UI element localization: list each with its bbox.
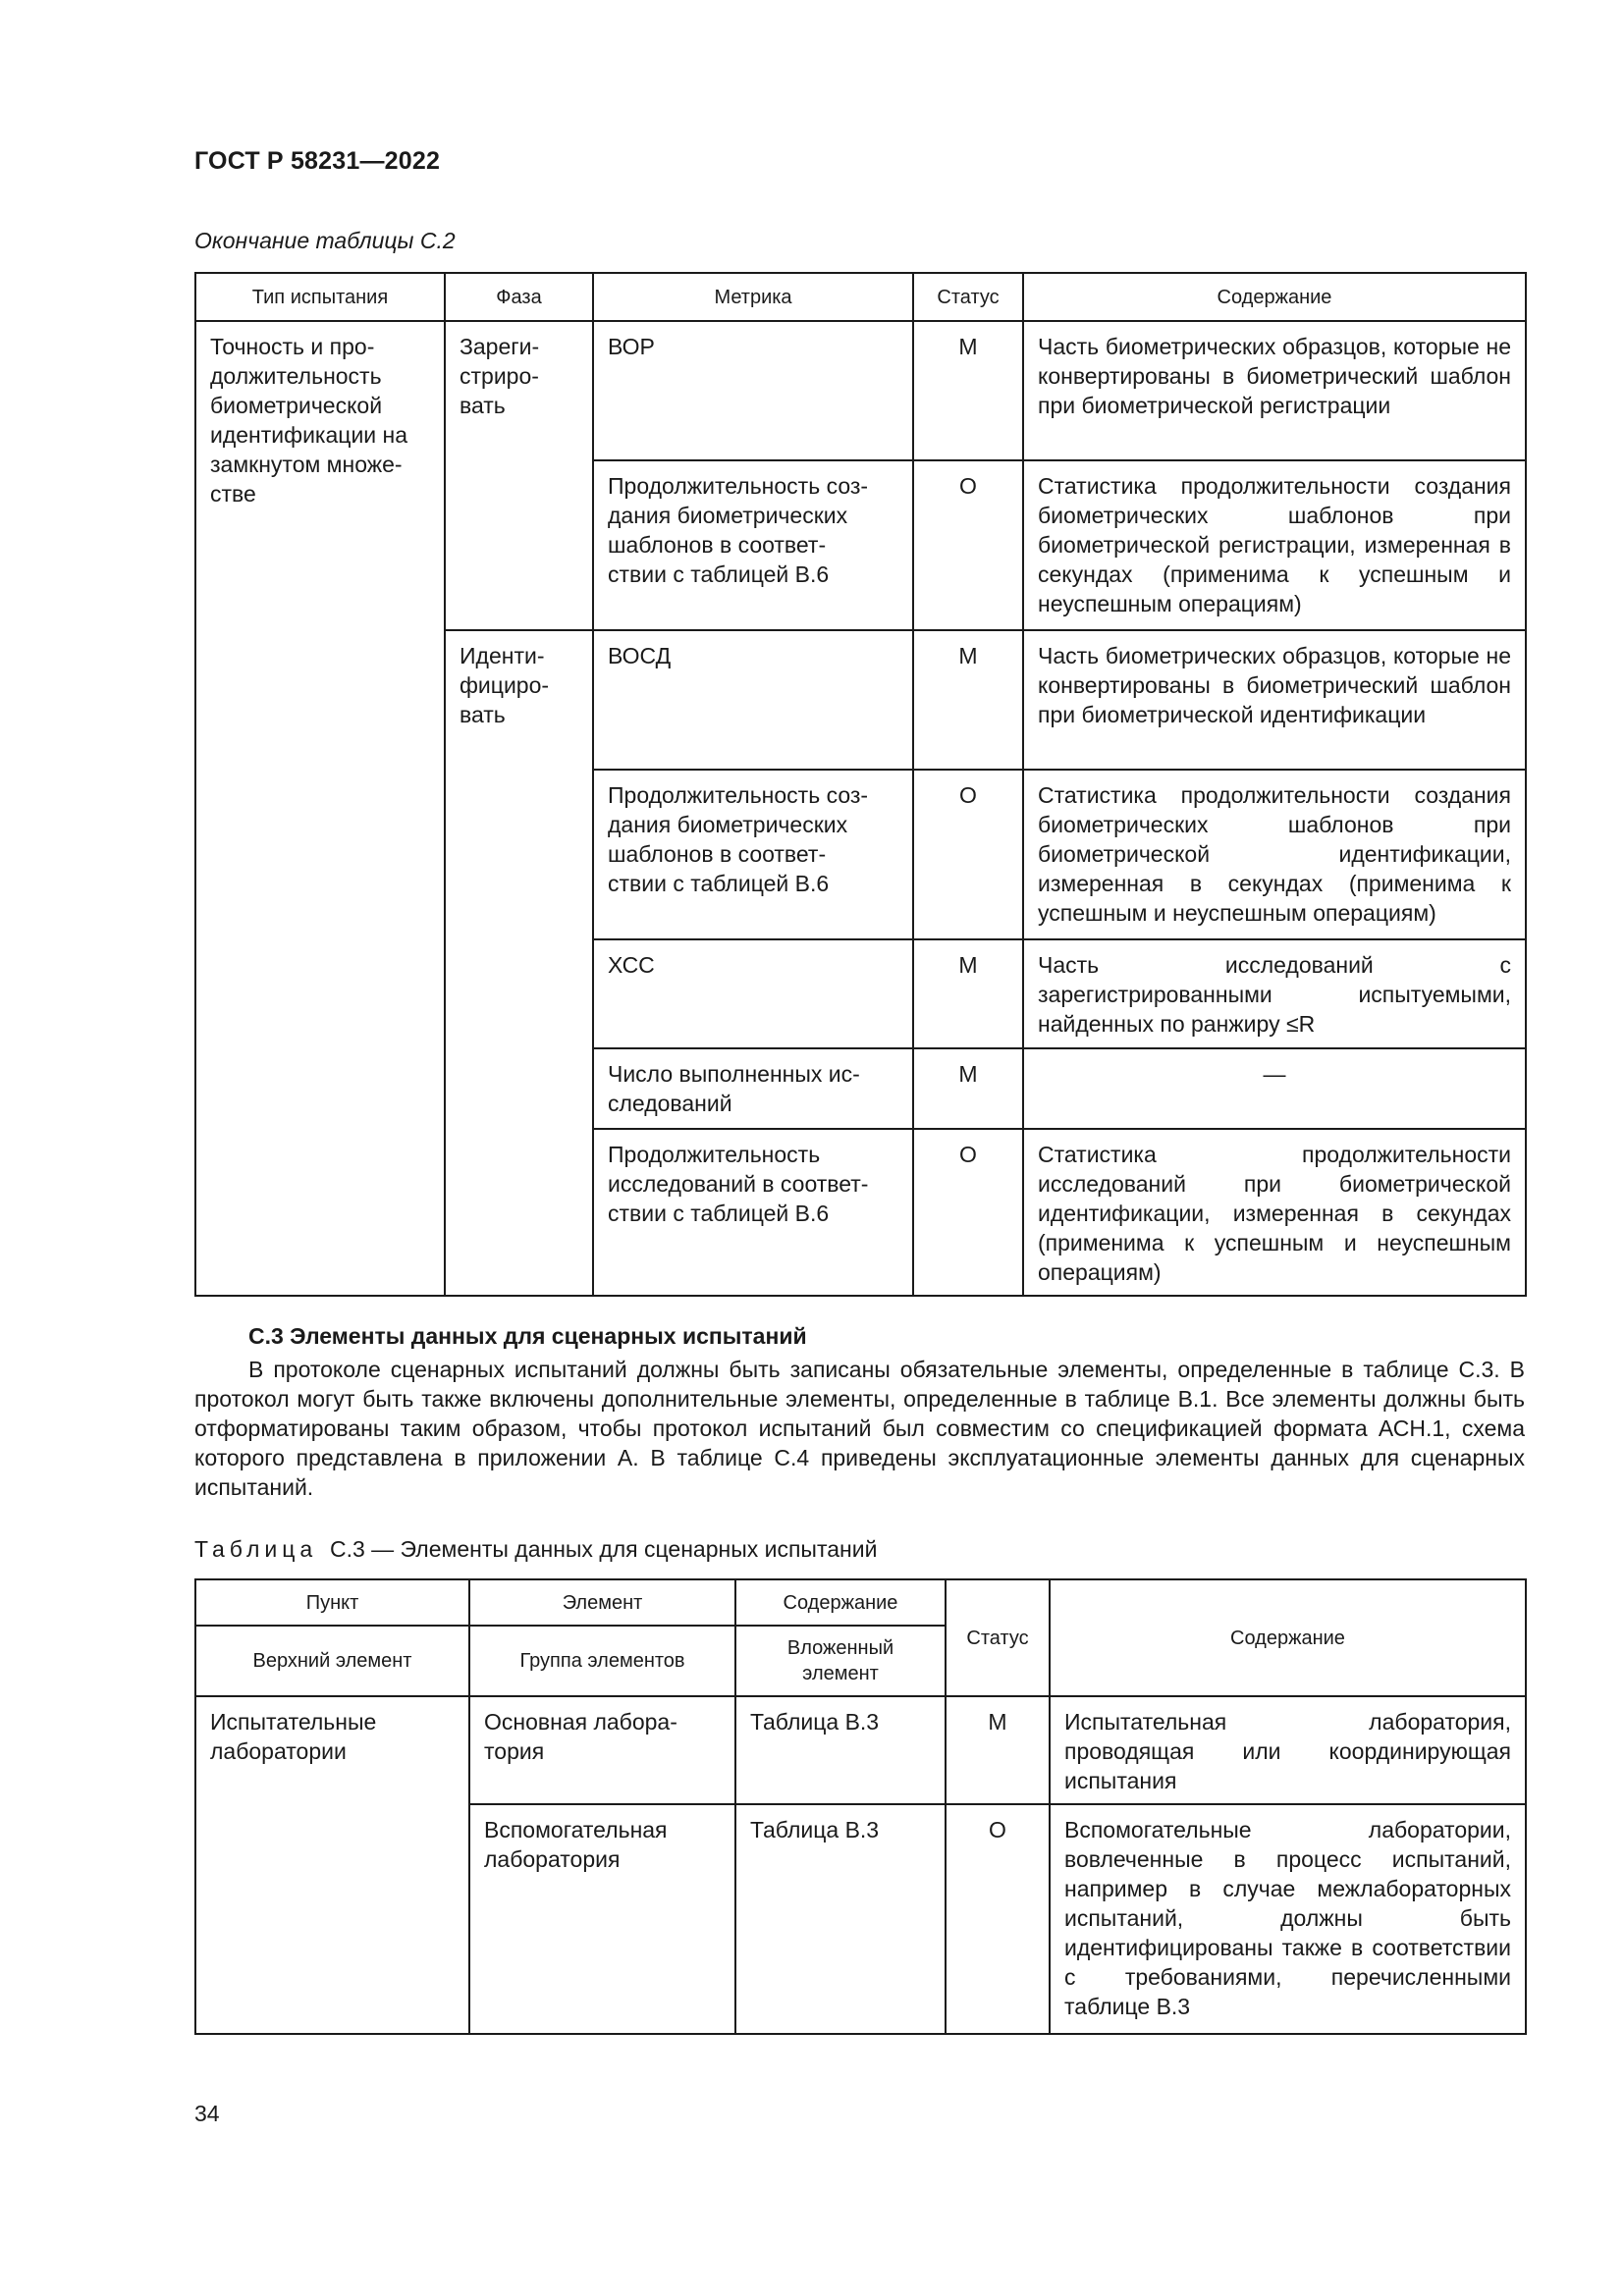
document-code: ГОСТ Р 58231—2022 <box>194 147 441 175</box>
content-cell: Испытательная лаборатория, проводящая или координирующая испытания <box>1050 1696 1526 1804</box>
metric-cell: Продолжительность исследований в соответ- ствии с таблицей В.6 <box>593 1129 913 1296</box>
header-status: Статус <box>913 273 1023 321</box>
table-c3 <box>194 1578 1527 2035</box>
content-cell: — <box>1023 1048 1526 1129</box>
header-content-group: Содержание <box>735 1579 946 1626</box>
table-c3-caption-text: С.3 — Элементы данных для сценарных испытаний <box>329 1536 878 1562</box>
header-status: Статус <box>946 1579 1050 1696</box>
metric-cell: ХСС <box>593 939 913 1048</box>
header-content: Содержание <box>1050 1579 1526 1696</box>
header-element-group: Группа элементов <box>469 1626 735 1696</box>
metric-cell: Продолжительность соз- дания биометрических шаблонов в соответ- ствии с таблицей В.6 <box>593 460 913 630</box>
section-heading: С.3 Элементы данных для сценарных испытаний <box>248 1323 807 1349</box>
header-test-type: Тип испытания <box>195 273 445 321</box>
phase-cell-register: Зареги- стриро- вать <box>445 321 593 630</box>
top-element-cell: Испытательные лаборатории <box>195 1696 469 2034</box>
metric-cell: ВОР <box>593 321 913 460</box>
status-cell: О <box>913 460 1023 630</box>
section-paragraph: В протоколе сценарных испытаний должны быть записаны обязательные элементы, определенные в таблице С.3. В протокол могут быть также включены дополнительные элементы, определенные в таблице В.1. Все элементы должны быть отформатированы таким образом, чтобы протокол испытаний был совместим со спецификацией формата АСН.1, схема которого представлена в приложении А. В таблице С.4 приведены эксплуатационные элементы данных для сценарных испытаний. <box>194 1357 1525 1500</box>
header-nested-element: Вложенный элемент <box>735 1626 946 1696</box>
element-group-cell: Вспомогательная лаборатория <box>469 1804 735 2034</box>
page-number: 34 <box>194 2101 220 2126</box>
content-cell: Статистика продолжительности создания биометрических шаблонов при биометрической идентификации, измеренная в секундах (применима к успешным и неуспешным операциям) <box>1023 770 1526 939</box>
phase-cell-identify: Иденти- фициро- вать <box>445 630 593 1296</box>
header-metric: Метрика <box>593 273 913 321</box>
content-cell: Статистика продолжительности создания биометрических шаблонов при биометрической регистрации, измеренная в секундах (применима к успешным и неуспешным операциям) <box>1023 460 1526 630</box>
status-cell: М <box>913 1048 1023 1129</box>
metric-cell: Число выполненных ис- следований <box>593 1048 913 1129</box>
table-c3-caption-label: Таблица <box>194 1536 318 1562</box>
status-cell: М <box>913 321 1023 460</box>
table-row <box>195 1696 1526 1804</box>
element-group-cell: Основная лабора- тория <box>469 1696 735 1804</box>
status-cell: О <box>913 770 1023 939</box>
metric-cell: ВОСД <box>593 630 913 770</box>
header-content: Содержание <box>1023 273 1526 321</box>
table-continuation-caption: Окончание таблицы С.2 <box>194 228 456 253</box>
table-c3-caption <box>194 1536 877 1563</box>
table-header-row <box>195 1579 1526 1626</box>
content-cell: Часть биометрических образцов, которые не конвертированы в биометрический шаблон при биометрической идентификации <box>1023 630 1526 770</box>
header-element: Элемент <box>469 1579 735 1626</box>
header-item: Пункт <box>195 1579 469 1626</box>
header-phase: Фаза <box>445 273 593 321</box>
header-top-element: Верхний элемент <box>195 1626 469 1696</box>
nested-element-cell: Таблица В.3 <box>735 1804 946 2034</box>
status-cell: М <box>946 1696 1050 1804</box>
table-header-row <box>195 273 1526 321</box>
status-cell: О <box>946 1804 1050 2034</box>
table-c2 <box>194 272 1527 1297</box>
metric-cell: Продолжительность соз- дания биометрических шаблонов в соответ- ствии с таблицей В.6 <box>593 770 913 939</box>
status-cell: О <box>913 1129 1023 1296</box>
content-cell: Часть биометрических образцов, которые не конвертированы в биометрический шаблон при биометрической регистрации <box>1023 321 1526 460</box>
content-cell: Вспомогательные лаборатории, вовлеченные в процесс испытаний, например в случае межлабораторных испытаний, должны быть идентифицированы также в соответствии с требованиями, перечисленными таблице В.3 <box>1050 1804 1526 2034</box>
table-row <box>195 321 1526 460</box>
nested-element-cell: Таблица В.3 <box>735 1696 946 1804</box>
test-type-cell: Точность и про- должительность биометрической идентификации на замкнутом множе- стве <box>195 321 445 1296</box>
status-cell: М <box>913 630 1023 770</box>
content-cell: Часть исследований с зарегистрированными испытуемыми, найденных по ранжиру ≤R <box>1023 939 1526 1048</box>
status-cell: М <box>913 939 1023 1048</box>
content-cell: Статистика продолжительности исследований при биометрической идентификации, измеренная в секундах (применима к успешным и неуспешным операциям) <box>1023 1129 1526 1296</box>
